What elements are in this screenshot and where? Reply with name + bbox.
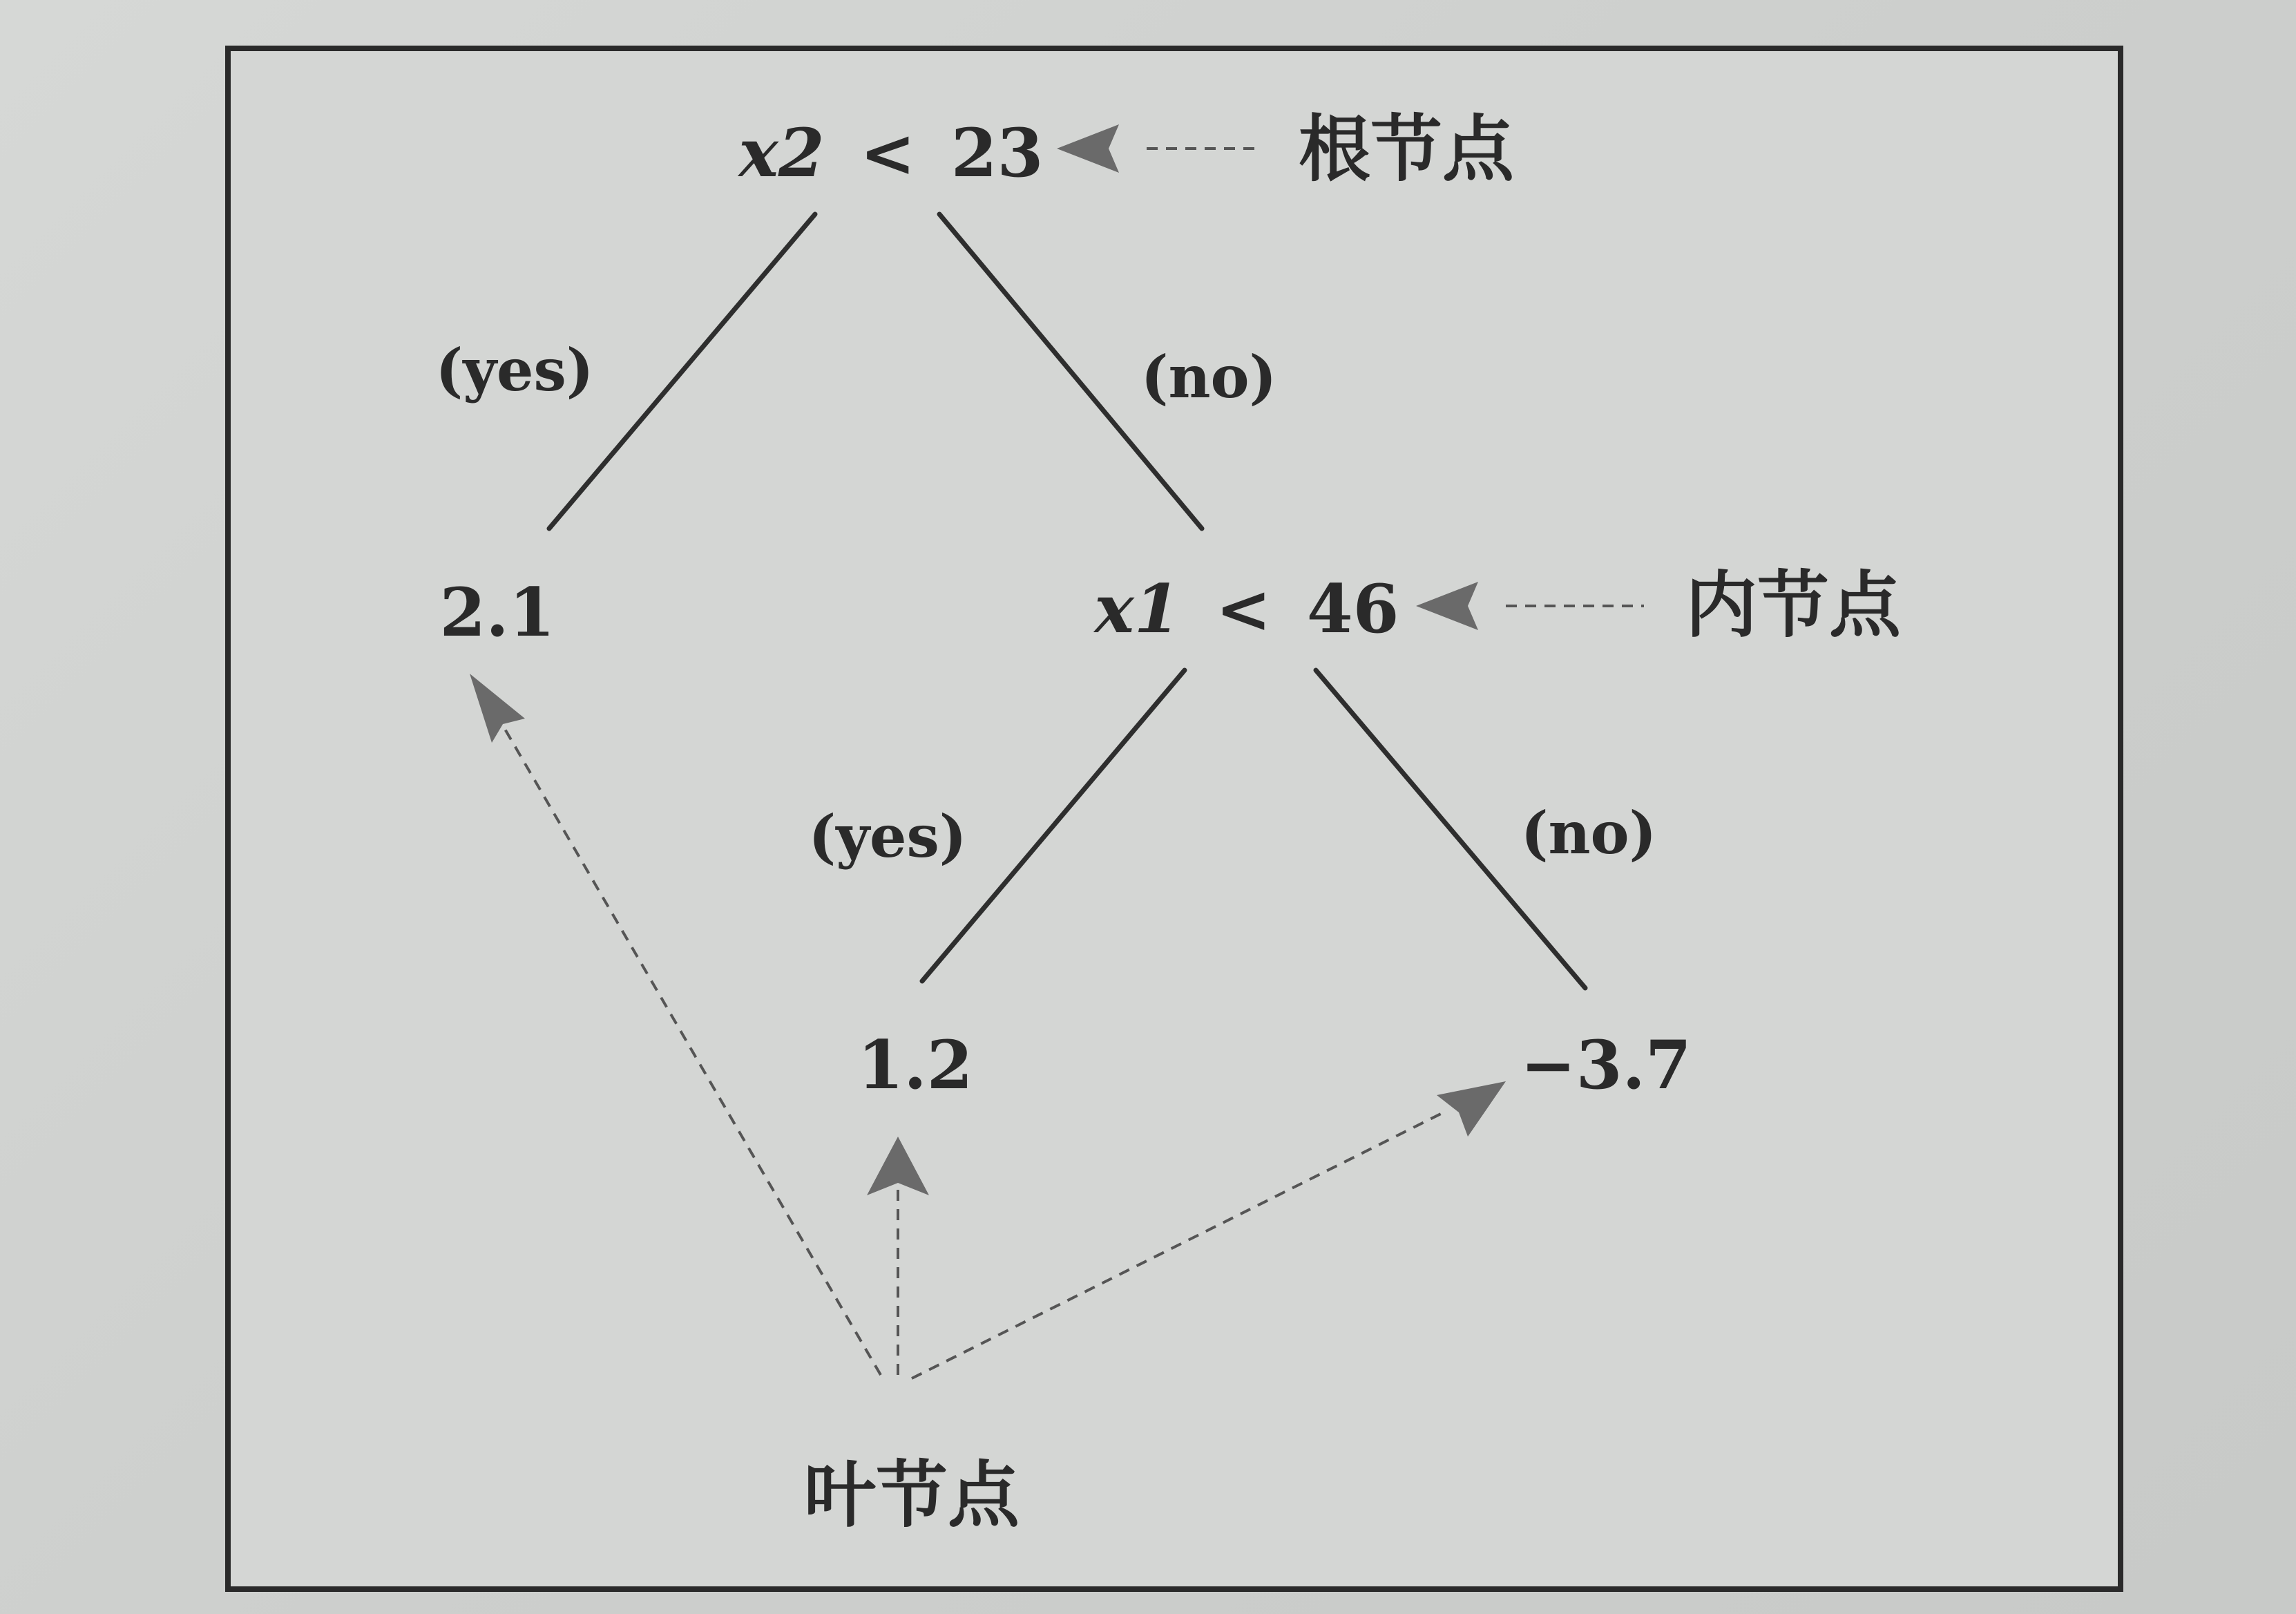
- internal-node-value: 46: [1306, 570, 1399, 648]
- leaf-node-b: 1.2: [857, 1026, 973, 1104]
- root-node-value: 23: [950, 114, 1044, 192]
- root-node: [738, 114, 1044, 192]
- branch-label-root-no: (no): [1140, 343, 1277, 411]
- leaf-callout-label: 叶节点: [803, 1453, 1020, 1537]
- internal-node: [1093, 570, 1399, 648]
- internal-callout-label: 内节点: [1685, 563, 1902, 647]
- branch-label-internal-yes: (yes): [808, 802, 967, 871]
- root-node-op: <: [860, 114, 916, 192]
- leaf-node-a: 2.1: [439, 573, 555, 652]
- root-callout-label: 根节点: [1299, 107, 1515, 191]
- branch-label-root-yes: (yes): [435, 336, 594, 404]
- internal-node-var: x1: [1094, 570, 1180, 648]
- diagram-frame: [228, 48, 2121, 1589]
- leaf-node-c: −3.7: [1520, 1026, 1692, 1104]
- branch-label-internal-no: (no): [1520, 799, 1657, 867]
- root-node-var: x2: [738, 114, 825, 192]
- internal-node-op: <: [1216, 570, 1272, 648]
